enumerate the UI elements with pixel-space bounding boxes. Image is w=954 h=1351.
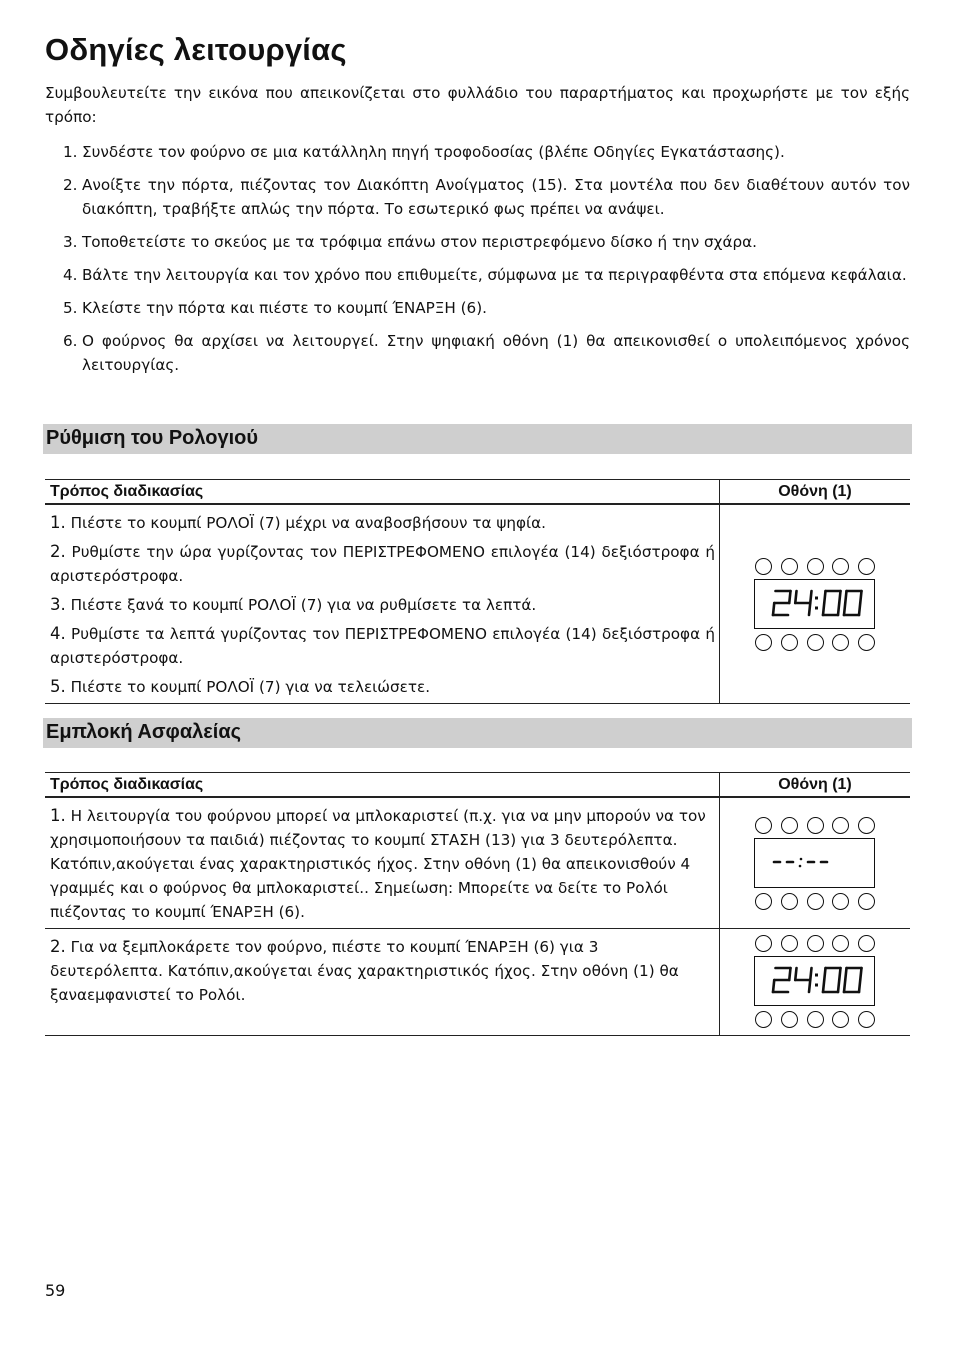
lcd-colon-dot [815, 974, 818, 977]
indicator-circles-top [754, 817, 876, 834]
procedure-cell: 2. Για να ξεμπλοκάρετε τον φούρνο, πιέστε το κουμπί ΈΝΑΡΞΗ (6) για 3 δευτερόλεπτα. Κατόπιν,ακούγεται ένας χαρακτηριστικός ήχος. Στην οθόνη (1) θα ξαναεμφανιστεί το Ρολόι. [45, 929, 720, 1036]
procedure-cell: 1. Η λειτουργία του φούρνου μπορεί να μπλοκαριστεί (π.χ. για να μην μπορούν να τον χρησιμοποιήσουν τα παιδιά) πιέζοντας το κουμπί ΣΤΑΣΗ (13) για 3 δευτερόλεπτα. Κατόπιν,ακούγεται ένας χαρακτηριστικός ήχος. Στην οθόνη (1) θα απεικονισθούν 4 γραμμές και ο φούρνος θα μπλοκαριστεί.. Σημείωση: Μπορείτε να δείτε το Ρολόι πιέζοντας το κουμπί ΈΝΑΡΞΗ (6). [45, 797, 720, 929]
lcd-segment [859, 980, 860, 992]
indicator-circles-bottom [754, 634, 876, 651]
lcd-segment [809, 980, 810, 992]
lcd-segment [860, 968, 861, 980]
table-row [45, 797, 910, 929]
lcd-segment [824, 968, 825, 980]
lcd-digits [755, 839, 874, 887]
indicator-circles-bottom [754, 893, 876, 910]
procedure-line: 3. Πιέστε ξανά το κουμπί ΡΟΛΟΪ (7) για να ρυθμίσετε τα λεπτά. [50, 595, 537, 614]
column-header-display: Οθόνη (1) [720, 773, 911, 798]
lcd-screen [754, 956, 875, 1006]
lcd-segment [838, 980, 839, 992]
lcd-segment [839, 968, 840, 980]
intro-paragraph: Συμβουλευτείτε την εικόνα που απεικονίζεται στο φυλλάδιο του παραρτήματος και προχωρήστε με τον εξής τρόπο: [45, 84, 910, 126]
lcd-segment [860, 591, 861, 603]
lcd-screen [754, 579, 875, 629]
table-row [45, 504, 910, 704]
lcd-segment [823, 603, 824, 615]
table-row [45, 929, 910, 1036]
column-header-procedure: Τρόπος διαδικασίας [45, 773, 720, 798]
page-number: 59 [45, 1281, 66, 1300]
list-item: 6. Ο φούρνος θα αρχίσει να λειτουργεί. Στην ψηφιακή οθόνη (1) θα απεικονισθεί ο υπολειπόμενος χρόνος λειτουργίας. [63, 332, 910, 374]
indicator-circles-bottom [754, 1011, 876, 1028]
lcd-segment [773, 603, 774, 615]
lcd-segment [844, 980, 845, 992]
lcd-colon-dot [815, 596, 818, 599]
lcd-screen [754, 838, 875, 888]
lcd-digits [755, 957, 874, 1005]
lcd-segment [795, 968, 796, 980]
lcd-segment [845, 591, 846, 603]
procedure-line: 2. Ρυθμίστε την ώρα γυρίζοντας τον ΠΕΡΙΣΤΡΕΦΟΜΕΝΟ επιλογέα (14) δεξιόστροφα ή αριστερόστροφα. [50, 542, 715, 585]
indicator-circles-top [754, 558, 876, 575]
lcd-segment [795, 591, 796, 603]
lcd-segment [789, 591, 790, 603]
list-item: 5. Κλείστε την πόρτα και πιέστε το κουμπί ΈΝΑΡΞΗ (6). [63, 299, 487, 317]
section-heading-safety-lock: Εμπλοκή Ασφαλείας [43, 718, 912, 748]
lcd-segment [845, 968, 846, 980]
lcd-colon-dot [815, 606, 818, 609]
list-item: 4. Βάλτε την λειτουργία και τον χρόνο που επιθυμείτε, σύμφωνα με τα περιγραφθέντα στα επόμενα κεφάλαια. [63, 266, 907, 284]
lcd-segment [809, 603, 810, 615]
display-cell [720, 797, 911, 929]
section-heading-clock: Ρύθμιση του Ρολογιού [43, 424, 912, 454]
oven-display-diagram [754, 935, 876, 1028]
procedure-line: 4. Ρυθμίστε τα λεπτά γυρίζοντας τον ΠΕΡΙΣΤΡΕΦΟΜΕΝΟ επιλογέα (14) δεξιόστροφα ή αριστερόστροφα. [50, 624, 715, 667]
clock-procedure-table [45, 479, 910, 704]
indicator-circles-top [754, 935, 876, 952]
page-title: Οδηγίες λειτουργίας [45, 32, 347, 67]
list-item: 3. Τοποθετείστε το σκεύος με τα τρόφιμα επάνω στον περιστρεφόμενο δίσκο ή την σχάρα. [63, 233, 757, 251]
lcd-colon-dot [799, 864, 802, 867]
oven-display-diagram [754, 558, 876, 651]
lcd-segment [773, 980, 774, 992]
lcd-segment [838, 603, 839, 615]
procedure-cell [45, 504, 720, 704]
lcd-segment [844, 603, 845, 615]
lcd-segment [810, 591, 811, 603]
lcd-segment [839, 591, 840, 603]
lcd-digits [755, 580, 874, 628]
display-cell [720, 504, 911, 704]
instruction-steps [45, 140, 910, 386]
list-item: 2. Ανοίξτε την πόρτα, πιέζοντας τον Διακόπτη Ανοίγματος (15). Στα μοντέλα που δεν διαθέτουν αυτόν τον διακόπτη, τραβήξτε απλώς την πόρτα. Το εσωτερικό φως πρέπει να ανάψει. [63, 176, 910, 218]
lcd-segment [824, 591, 825, 603]
column-header-procedure: Τρόπος διαδικασίας [45, 480, 720, 505]
lcd-colon-dot [815, 984, 818, 987]
lcd-segment [789, 968, 790, 980]
display-cell [720, 929, 911, 1036]
column-header-display: Οθόνη (1) [720, 480, 911, 505]
lcd-segment [823, 980, 824, 992]
oven-display-diagram [754, 817, 876, 910]
lcd-colon-dot [800, 857, 803, 860]
lcd-segment [810, 968, 811, 980]
list-item: 1. Συνδέστε τον φούρνο σε μια κατάλληλη πηγή τροφοδοσίας (βλέπε Οδηγίες Εγκατάστασης). [63, 143, 785, 161]
procedure-line: 5. Πιέστε το κουμπί ΡΟΛΟΪ (7) για να τελειώσετε. [50, 677, 431, 696]
lock-procedure-table [45, 772, 910, 1036]
procedure-line: 1. Πιέστε το κουμπί ΡΟΛΟΪ (7) μέχρι να αναβοσβήσουν τα ψηφία. [50, 513, 546, 532]
lcd-segment [859, 603, 860, 615]
